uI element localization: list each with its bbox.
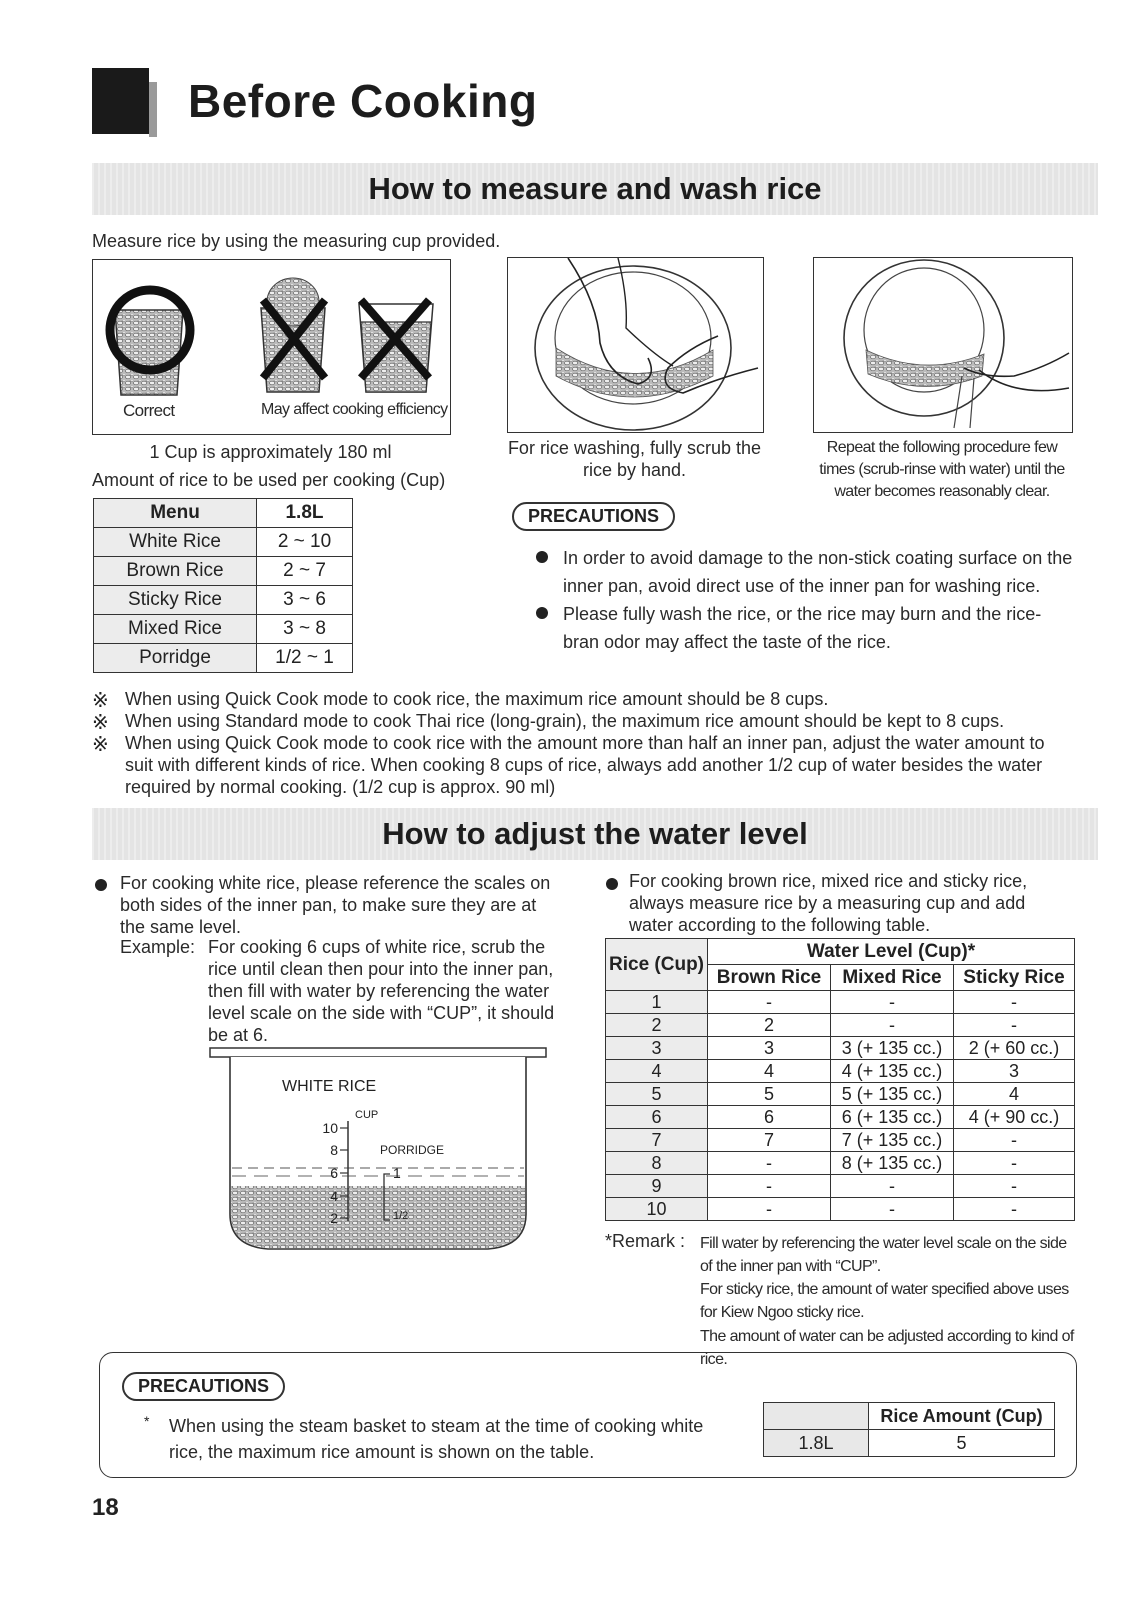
other-rice-instruction: For cooking brown rice, mixed rice and sticky rice, always measure rice by a measuring cup and add water according to the following table. <box>629 871 1028 935</box>
hand-washing-illustration <box>508 258 763 432</box>
table-row <box>94 644 353 673</box>
table-header-row <box>94 499 353 528</box>
brown-cell: 7 <box>708 1129 831 1152</box>
scale-title: WHITE RICE <box>282 1078 377 1095</box>
rinse-illustration-box <box>813 257 1073 433</box>
table-row <box>94 528 353 557</box>
mixed-cell: 7 (+ 135 cc.) <box>831 1129 954 1152</box>
bullet-icon <box>606 877 618 895</box>
rice-cup-cell: 6 <box>606 1106 708 1129</box>
menu-cell: Mixed Rice <box>94 615 257 644</box>
porridge-tick-label: 1 <box>393 1165 401 1181</box>
mixed-cell: - <box>831 1014 954 1037</box>
rice-cup-cell: 4 <box>606 1060 708 1083</box>
mixed-cell: 3 (+ 135 cc.) <box>831 1037 954 1060</box>
water-level-table <box>605 938 1075 1221</box>
sticky-cell: 4 <box>954 1083 1075 1106</box>
steam-precaution-text: When using the steam basket to steam at the time of cooking white rice, the maximum rice amount is shown on the table. <box>169 1416 704 1462</box>
note-item: When using Standard mode to cook Thai rice (long-grain), the maximum rice amount should be kept to 8 cups. <box>125 711 1005 731</box>
white-rice-instruction: For cooking white rice, please reference the scales on both sides of the inner pan, to make sure they are at the same level. <box>120 873 551 937</box>
menu-cell: White Rice <box>94 528 257 557</box>
rice-amount-table <box>93 498 353 673</box>
remark-text: The amount of water can be adjusted according to kind of rice. <box>700 1328 1074 1368</box>
mixed-cell: 8 (+ 135 cc.) <box>831 1152 954 1175</box>
rice-cup-cell: 2 <box>606 1014 708 1037</box>
brown-cell: 4 <box>708 1060 831 1083</box>
mixed-cell: - <box>831 1175 954 1198</box>
brown-cell: 5 <box>708 1083 831 1106</box>
precautions-badge: PRECAUTIONS <box>512 502 675 531</box>
asterisk-icon: * <box>144 1413 150 1429</box>
rice-cup-cell: 5 <box>606 1083 708 1106</box>
brown-cell: - <box>708 1175 831 1198</box>
example-label: Example: <box>120 937 196 957</box>
header-rice-amount: Rice Amount (Cup) <box>869 1403 1055 1430</box>
brown-cell: - <box>708 1152 831 1175</box>
page-number: 18 <box>92 1494 119 1521</box>
scale-tick-label: 8 <box>330 1142 338 1158</box>
header-sticky-rice: Sticky Rice <box>954 965 1075 991</box>
inner-pan-drawing <box>208 1046 548 1256</box>
scale-tick-label: 2 <box>330 1210 338 1226</box>
measure-intro: Measure rice by using the measuring cup provided. <box>92 231 501 251</box>
steam-amount-table <box>763 1402 1055 1457</box>
table-row <box>606 1014 1075 1037</box>
table-row <box>94 557 353 586</box>
section-heading-water: How to adjust the water level <box>382 816 808 851</box>
page-title: Before Cooking <box>188 75 538 127</box>
inner-pan-scale-illustration <box>208 1046 548 1256</box>
brown-cell: 2 <box>708 1014 831 1037</box>
section-band-measure <box>92 163 1098 215</box>
rice-cup-cell: 7 <box>606 1129 708 1152</box>
sticky-cell: 2 (+ 60 cc.) <box>954 1037 1075 1060</box>
amount-cell: 2 ~ 10 <box>257 528 353 557</box>
bullet-icon <box>95 878 107 896</box>
sticky-cell: - <box>954 1198 1075 1221</box>
amount-cell: 3 ~ 6 <box>257 586 353 615</box>
brown-cell: - <box>708 991 831 1014</box>
mixed-cell: 4 (+ 135 cc.) <box>831 1060 954 1083</box>
table-row <box>94 615 353 644</box>
sticky-cell: 4 (+ 90 cc.) <box>954 1106 1075 1129</box>
precaution-item: In order to avoid damage to the non-stick coating surface on the inner pan, avoid direct use of the inner pan for washing rice. <box>563 548 1073 596</box>
amount-cell: 5 <box>869 1430 1055 1457</box>
table-header-row <box>606 939 1075 965</box>
section-heading-measure: How to measure and wash rice <box>368 171 822 206</box>
scale-tick-label: 4 <box>330 1188 338 1204</box>
header-size: 1.8L <box>257 499 353 528</box>
table-row <box>606 1152 1075 1175</box>
bullet-icon <box>536 550 548 568</box>
wash-caption: For rice washing, fully scrub the rice by hand. <box>507 438 762 480</box>
cup-volume-text: 1 Cup is approximately 180 ml <box>149 442 392 462</box>
menu-cell: Sticky Rice <box>94 586 257 615</box>
header-menu: Menu <box>94 499 257 528</box>
amount-cell: 3 ~ 8 <box>257 615 353 644</box>
table-row <box>606 1037 1075 1060</box>
menu-cell: Porridge <box>94 644 257 673</box>
table-row <box>606 1129 1075 1152</box>
wash-illustration-box <box>507 257 764 433</box>
table-row <box>606 1106 1075 1129</box>
note-item: When using Quick Cook mode to cook rice, the maximum rice amount should be 8 cups. <box>125 689 829 709</box>
note-mark-icon: ※ <box>92 734 109 756</box>
mixed-cell: - <box>831 991 954 1014</box>
title-marker-block <box>92 68 149 134</box>
remark-label: *Remark : <box>605 1231 686 1251</box>
blank-header-cell <box>764 1403 869 1430</box>
table-row <box>94 586 353 615</box>
header-rice-cup: Rice (Cup) <box>606 939 708 991</box>
header-water-level: Water Level (Cup)* <box>708 939 1075 965</box>
rice-cup-cell: 3 <box>606 1037 708 1060</box>
cup-illustration-box <box>92 259 451 435</box>
remark-text: For sticky rice, the amount of water specified above uses for Kiew Ngoo sticky rice. <box>700 1281 1069 1321</box>
scale-tick-label: 10 <box>322 1120 338 1136</box>
scale-cup-label: CUP <box>355 1109 379 1121</box>
sticky-cell: - <box>954 1129 1075 1152</box>
rice-cup-cell: 8 <box>606 1152 708 1175</box>
sticky-cell: - <box>954 1152 1075 1175</box>
table-row <box>606 991 1075 1014</box>
precautions-badge: PRECAUTIONS <box>122 1372 285 1401</box>
rice-cup-cell: 10 <box>606 1198 708 1221</box>
mixed-cell: 6 (+ 135 cc.) <box>831 1106 954 1129</box>
scale-tick-label: 6 <box>330 1165 338 1181</box>
bullet-icon <box>536 606 548 624</box>
sticky-cell: - <box>954 1175 1075 1198</box>
table-row <box>606 1175 1075 1198</box>
table-row <box>764 1430 1055 1457</box>
header-mixed-rice: Mixed Rice <box>831 965 954 991</box>
header-brown-rice: Brown Rice <box>708 965 831 991</box>
table-header-row <box>764 1403 1055 1430</box>
scale-porridge-label: PORRIDGE <box>380 1143 445 1157</box>
table-row <box>606 1198 1075 1221</box>
table-row <box>606 1060 1075 1083</box>
rice-cup-cell: 1 <box>606 991 708 1014</box>
menu-cell: Brown Rice <box>94 557 257 586</box>
sticky-cell: - <box>954 991 1075 1014</box>
size-cell: 1.8L <box>764 1430 869 1457</box>
example-text: For cooking 6 cups of white rice, scrub the rice until clean then pour into the inner pan, then fill with water by referencing the water level scale on the side with “CUP”, it should be at 6. <box>208 937 555 1045</box>
rice-cup-cell: 9 <box>606 1175 708 1198</box>
cup-correct-label: Correct <box>123 401 175 420</box>
amount-cell: 2 ~ 7 <box>257 557 353 586</box>
remark-text: Fill water by referencing the water level scale on the side of the inner pan with “CUP”. <box>700 1235 1067 1275</box>
brown-cell: 6 <box>708 1106 831 1129</box>
brown-cell: - <box>708 1198 831 1221</box>
rinse-caption: Repeat the following procedure few times (scrub-rinse with water) until the water becomes reasonably clear. <box>819 439 1065 500</box>
section-band-water <box>92 808 1098 860</box>
sticky-cell: 3 <box>954 1060 1075 1083</box>
brown-cell: 3 <box>708 1037 831 1060</box>
note-mark-icon: ※ <box>92 712 109 734</box>
table-row <box>606 1083 1075 1106</box>
rinse-pouring-illustration <box>814 258 1072 432</box>
amount-label: Amount of rice to be used per cooking (Cup) <box>92 470 446 490</box>
amount-cell: 1/2 ~ 1 <box>257 644 353 673</box>
note-mark-icon: ※ <box>92 690 109 712</box>
cup-wrong-label: May affect cooking efficiency <box>261 401 448 418</box>
sticky-cell: - <box>954 1014 1075 1037</box>
porridge-tick-label: 1/2 <box>393 1210 409 1222</box>
mixed-cell: - <box>831 1198 954 1221</box>
mixed-cell: 5 (+ 135 cc.) <box>831 1083 954 1106</box>
precaution-item: Please fully wash the rice, or the rice may burn and the rice-bran odor may affect the taste of the rice. <box>563 604 1042 652</box>
note-item: When using Quick Cook mode to cook rice with the amount more than half an inner pan, adjust the water amount to suit with different kinds of rice. When cooking 8 cups of rice, always add another 1/2 cup of water besides the water required by normal cooking. (1/2 cup is approx. 90 ml) <box>125 733 1045 797</box>
